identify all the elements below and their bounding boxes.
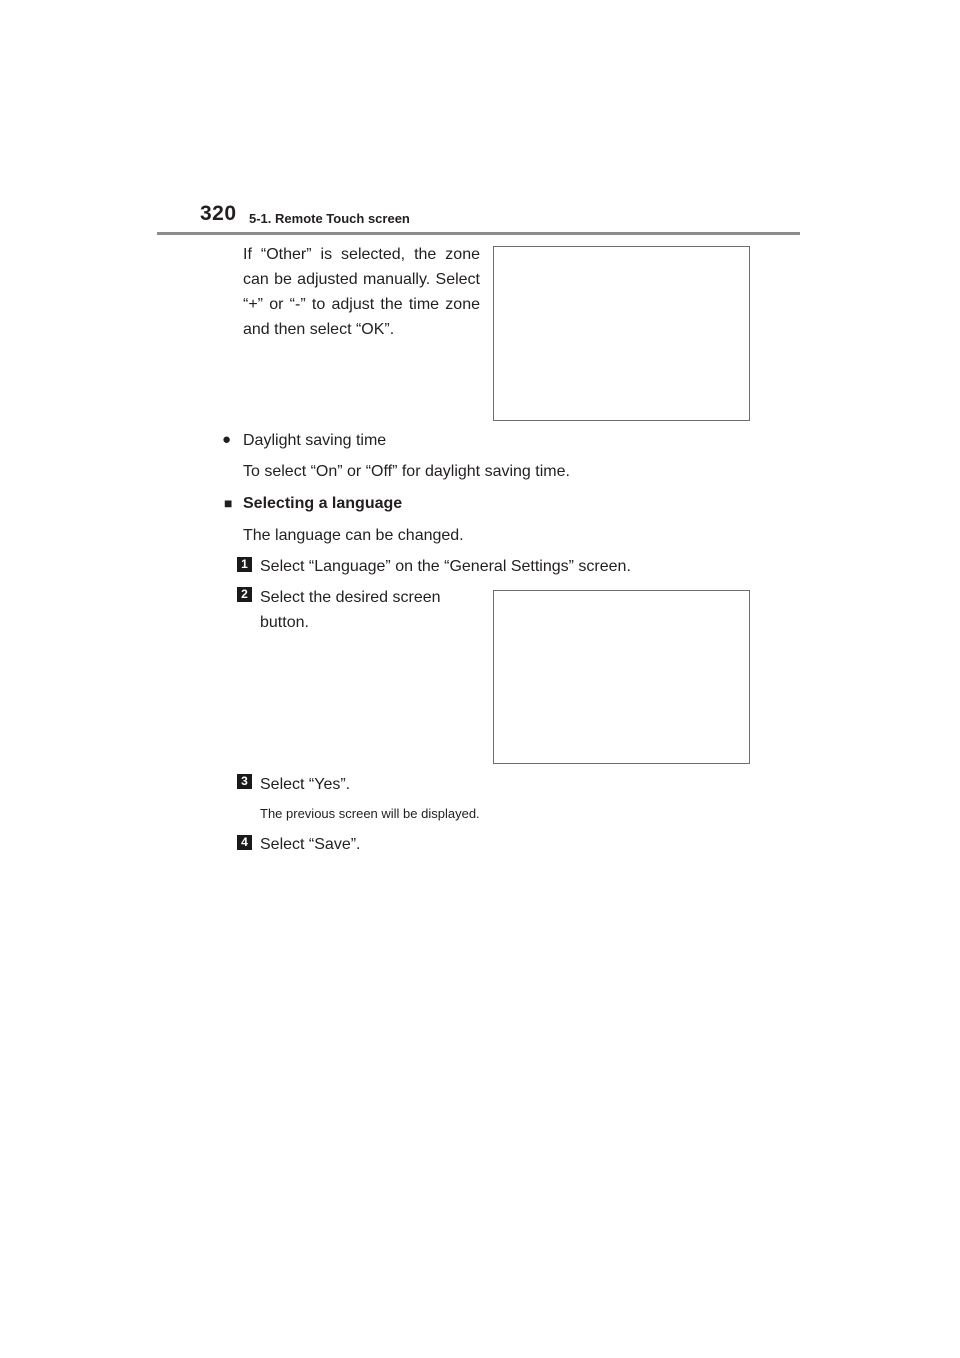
- step-1-text: Select “Language” on the “General Settings” screen.: [260, 558, 631, 575]
- step-3-badge: 3: [237, 774, 252, 789]
- step-1-badge: 1: [237, 557, 252, 572]
- step-2-text: Select the desired screen button.: [260, 589, 441, 631]
- section-square-icon: ■: [224, 495, 233, 511]
- header-divider: [157, 232, 800, 235]
- language-intro: The language can be changed.: [243, 527, 464, 544]
- step-3-note: The previous screen will be displayed.: [260, 806, 480, 821]
- page-number: 320: [200, 202, 237, 225]
- step-2-badge: 2: [237, 587, 252, 602]
- step-4-badge: 4: [237, 835, 252, 850]
- daylight-description: To select “On” or “Off” for daylight saving time.: [243, 463, 570, 480]
- language-screen-image: [493, 590, 750, 764]
- other-zone-text: If “Other” is selected, the zone can be adjusted manually. Select “+” or “-” to adjust the time zone and then select “OK”.: [243, 246, 480, 338]
- daylight-title: Daylight saving time: [243, 432, 387, 449]
- time-zone-screen-image: [493, 246, 750, 421]
- daylight-bullet-icon: ●: [222, 431, 232, 448]
- step-3-text: Select “Yes”.: [260, 776, 351, 793]
- language-title: Selecting a language: [243, 495, 403, 512]
- step-4-text: Select “Save”.: [260, 836, 361, 853]
- section-title: 5-1. Remote Touch screen: [249, 211, 410, 226]
